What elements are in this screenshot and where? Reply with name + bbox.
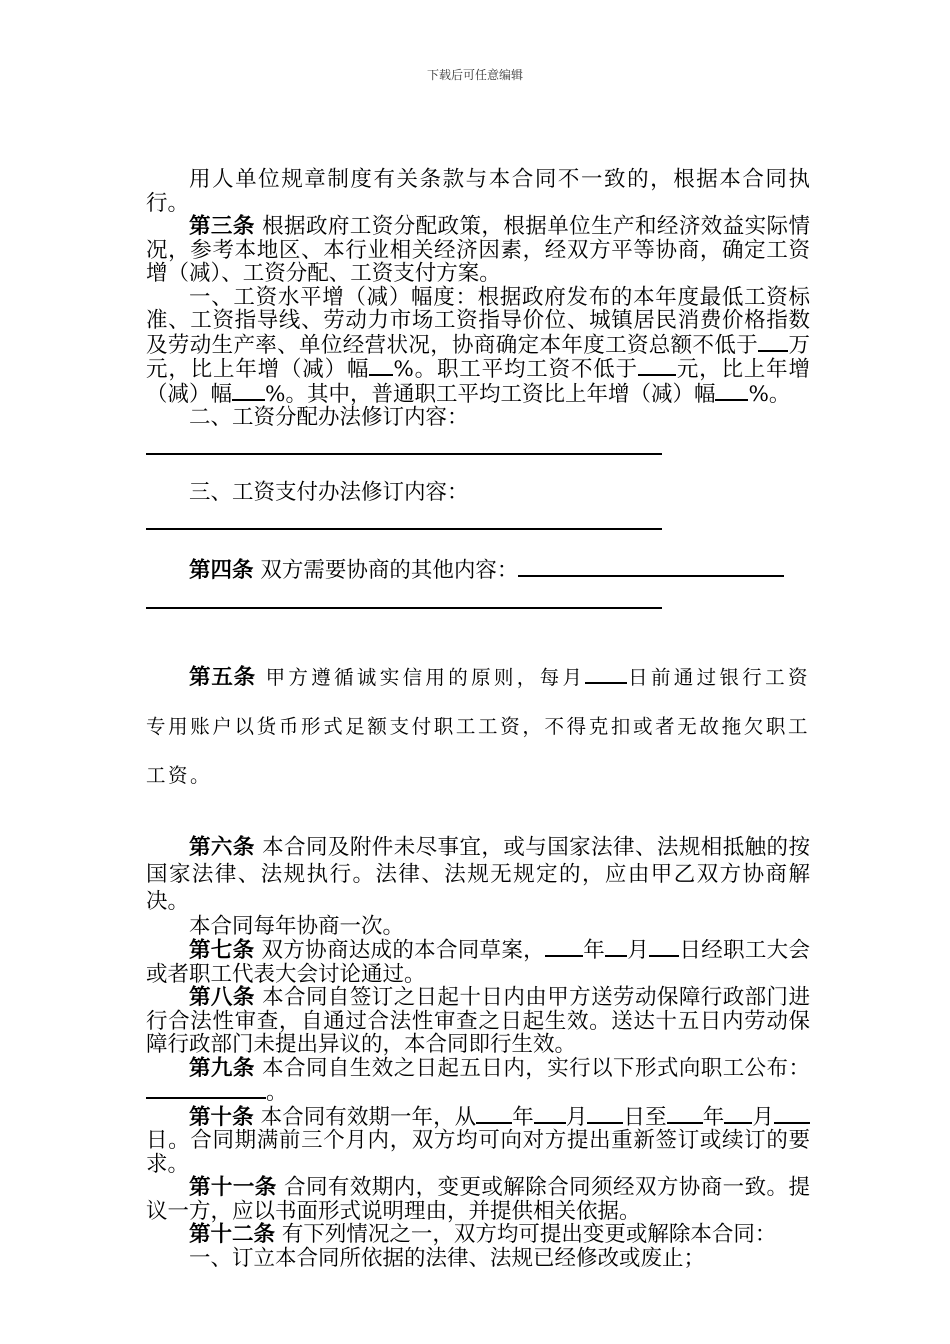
article-9 — [146, 1057, 810, 1105]
blank-start-year[interactable] — [476, 1105, 512, 1124]
article-11-text: 合同有效期内，变更或解除合同须经双方协商一致。提议一方，应以书面形式说明理由，并提供相关依据。 — [146, 1175, 810, 1224]
article-4 — [146, 558, 810, 583]
article-3 — [146, 215, 810, 286]
blank-draft-month[interactable] — [605, 938, 627, 957]
article-12-text: 有下列情况之一，双方均可提出变更或解除本合同： — [281, 1222, 777, 1247]
blank-average-rate[interactable] — [232, 382, 265, 401]
wage-level-text-e: %。其中，普通职工平均工资比上年增（减）幅 — [265, 381, 716, 407]
article-9-heading: 第九条 — [189, 1055, 255, 1081]
article-12 — [146, 1223, 810, 1247]
article-9-end: 。 — [266, 1080, 288, 1105]
wage-level-text-b: 万元，比上年增（减）幅 — [146, 332, 810, 382]
article-12-heading: 第十二条 — [189, 1222, 276, 1247]
wage-level-text-f: %。 — [748, 381, 791, 407]
wage-level-text-a: 一、工资水平增（减）幅度：根据政府发布的本年度最低工资标准、工资指导线、劳动力市场工资指导价位、城镇居民消费价格指数及劳动生产率、单位经营状况，协商确定本年度工资总额不低于 — [146, 284, 810, 358]
blank-start-day[interactable] — [587, 1105, 623, 1124]
blank-draft-year[interactable] — [545, 938, 583, 957]
article-5-text-b: 日前通过银行工资专用账户以货币形式足额支付职工工资，不得克扣或者无故拖欠职工工资。 — [146, 665, 810, 787]
blank-total-wage[interactable] — [758, 333, 788, 352]
article-11-heading: 第十一条 — [189, 1175, 277, 1200]
article-8 — [146, 986, 810, 1057]
article-8-heading: 第八条 — [189, 985, 255, 1010]
article-10-text-g: 日。合同期满前三个月内，双方均可向对方提出重新签订或续订的要求。 — [146, 1128, 810, 1177]
blank-end-year[interactable] — [667, 1105, 703, 1124]
wage-distribution-clause: 二、工资分配办法修订内容： — [189, 405, 469, 430]
wage-level-text-d: 元，比上年增（减）幅 — [146, 357, 810, 407]
blank-publish-form[interactable] — [146, 1080, 266, 1099]
article-8-text: 本合同自签订之日起十日内由甲方送劳动保障行政部门进行合法性审查，自通过合法性审查之日起生效。送达十五日内劳动保障行政部门未提出异议的，本合同即行生效。 — [146, 985, 810, 1057]
article-11 — [146, 1176, 810, 1223]
article-7-month: 月 — [627, 938, 650, 963]
blank-total-rate[interactable] — [369, 357, 393, 376]
article-10-month-1: 月 — [565, 1104, 588, 1130]
article-10 — [146, 1105, 810, 1177]
document-body — [146, 168, 810, 1270]
wage-level-text-c: %。职工平均工资不低于 — [393, 357, 638, 382]
article-4-text: 双方需要协商的其他内容： — [260, 558, 519, 583]
blank-other-content[interactable] — [518, 558, 784, 577]
blank-end-day[interactable] — [774, 1105, 810, 1124]
article-5-block — [146, 653, 810, 800]
article-6-annual: 本合同每年协商一次。 — [189, 913, 405, 939]
article-6-heading: 第六条 — [189, 834, 255, 860]
article-5-text-a: 甲方遵循诚实信用的原则，每月 — [265, 665, 586, 689]
article-7 — [146, 938, 810, 986]
article-4-heading: 第四条 — [189, 558, 254, 583]
blank-wage-payment[interactable] — [146, 528, 810, 554]
article-6 — [146, 834, 810, 915]
blank-end-month[interactable] — [724, 1105, 752, 1124]
article-5 — [146, 653, 810, 800]
blank-average-wage[interactable] — [638, 357, 676, 376]
blank-ordinary-rate[interactable] — [715, 382, 748, 401]
blank-pay-day[interactable] — [585, 665, 627, 684]
article-7-heading: 第七条 — [189, 938, 255, 963]
article-10-year-1: 年 — [512, 1104, 534, 1130]
article-10-month-2: 月 — [752, 1104, 774, 1130]
page-header: 下载后可任意编辑 — [426, 68, 523, 82]
blank-wage-distribution[interactable] — [146, 453, 810, 477]
wage-payment-clause: 三、工资支付办法修订内容： — [189, 479, 469, 505]
article-7-text-d: 日经职工大会或者职工代表大会讨论通过。 — [146, 938, 810, 987]
blank-start-month[interactable] — [534, 1105, 566, 1124]
wage-level-clause — [146, 286, 810, 407]
blank-other-content-line2[interactable] — [146, 607, 810, 633]
article-5-heading: 第五条 — [189, 664, 257, 690]
article-10-heading: 第十条 — [189, 1104, 254, 1130]
article-7-year: 年 — [582, 938, 606, 963]
article-10-year-2: 年 — [702, 1104, 725, 1130]
article-6-text: 本合同及附件未尽事宜，或与国家法律、法规相抵触的按国家法律、法规执行。法律、法规无规定的，应由甲乙双方协商解决。 — [146, 834, 810, 914]
blank-draft-day[interactable] — [649, 938, 679, 957]
article-10-text-a: 本合同有效期一年，从 — [260, 1104, 477, 1130]
article-9-text: 本合同自生效之日起五日内，实行以下形式向职工公布： — [262, 1055, 810, 1081]
article-7-text-a: 双方协商达成的本合同草案， — [261, 938, 545, 963]
paragraph-rules-conflict: 用人单位规章制度有关条款与本合同不一致的，根据本合同执行。 — [146, 167, 810, 216]
article-3-text: 根据政府工资分配政策，根据单位生产和经济效益实际情况，参考本地区、本行业相关经济因素，经双方平等协商，确定工资增（减）、工资分配、工资支付方案。 — [146, 214, 810, 286]
article-10-to: 日至 — [623, 1104, 667, 1130]
article-12-item-1: 一、订立本合同所依据的法律、法规已经修改或废止； — [189, 1245, 706, 1271]
article-3-heading: 第三条 — [189, 214, 255, 239]
